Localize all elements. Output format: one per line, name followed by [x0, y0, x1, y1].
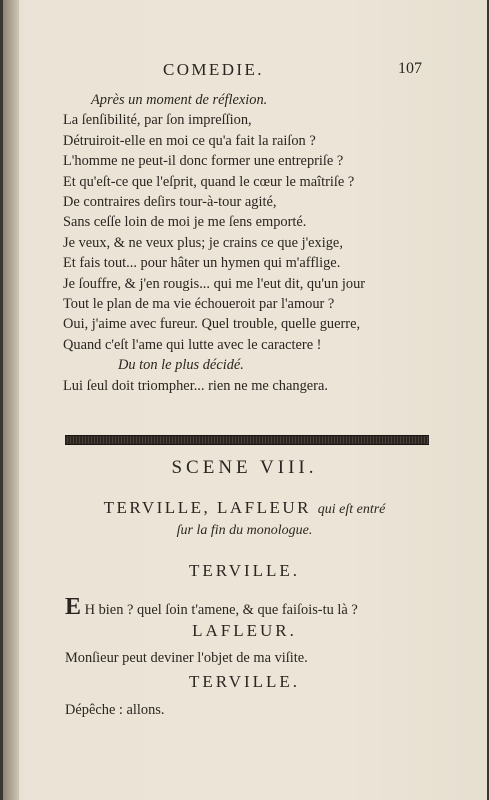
drop-cap: E	[65, 594, 82, 620]
speaker-name: TERVILLE.	[188, 561, 301, 580]
verse-line: Et fais tout... pour hâter un hymen qui m'afflige.	[63, 255, 341, 272]
ornamental-divider	[65, 435, 429, 445]
verse-line: La ſenſibilité, par ſon impreſſion,	[63, 112, 252, 129]
verse-line: Je ſouffre, & j'en rougis... qui me l'eut dit, qu'un jour	[63, 275, 366, 292]
stage-direction: Après un moment de réflexion.	[91, 92, 268, 108]
dialogue-line	[65, 594, 358, 621]
scene-heading: SCENE VIII.	[171, 457, 318, 478]
verse-line: Lui ſeul doit triompher... rien ne me changera.	[63, 377, 328, 394]
cast-note: ſur la fin du monologue.	[176, 523, 313, 538]
verse-line: Oui, j'aime avec fureur. Quel trouble, quelle guerre,	[63, 316, 361, 333]
verse-line: De contraires deſirs tour-à-tour agité,	[63, 194, 277, 211]
cast-names: TERVILLE, LAFLEUR	[103, 498, 311, 517]
dialogue-line: Dépêche : allons.	[65, 702, 165, 718]
verse-line: Je veux, & ne veux plus; je crains ce que j'exige,	[63, 234, 343, 251]
monologue-text	[63, 90, 443, 396]
page-number: 107	[398, 60, 422, 77]
stage-direction: Du ton le plus décidé.	[118, 357, 244, 374]
verse-line: Tout le plan de ma vie échoueroit par l'amour ?	[63, 296, 335, 313]
cast-note-inline: qui eſt entré	[317, 502, 386, 517]
verse-line: Sans ceſſe loin de moi je me ſens emporté.	[63, 214, 307, 231]
speaker-name: TERVILLE.	[188, 672, 301, 691]
dialogue-text: H bien ? quel ſoin t'amene, & que faiſois-tu là ?	[84, 602, 358, 618]
verse-line: Quand c'eſt l'ame qui lutte avec le caractere !	[63, 336, 322, 353]
speaker-name: LAFLEUR.	[192, 621, 297, 640]
page-header	[3, 60, 487, 84]
verse-line: Détruiroit-elle en moi ce qu'a fait la raiſon ?	[63, 132, 316, 149]
verse-line: Et qu'eſt-ce que l'eſprit, quand le cœur le maîtriſe ?	[63, 173, 355, 190]
running-title: COMEDIE.	[163, 60, 264, 79]
scene-cast	[0, 498, 489, 518]
verse-line: L'homme ne peut-il donc former une entrepriſe ?	[63, 153, 344, 170]
dialogue-line: Monſieur peut deviner l'objet de ma viſite.	[65, 650, 308, 666]
